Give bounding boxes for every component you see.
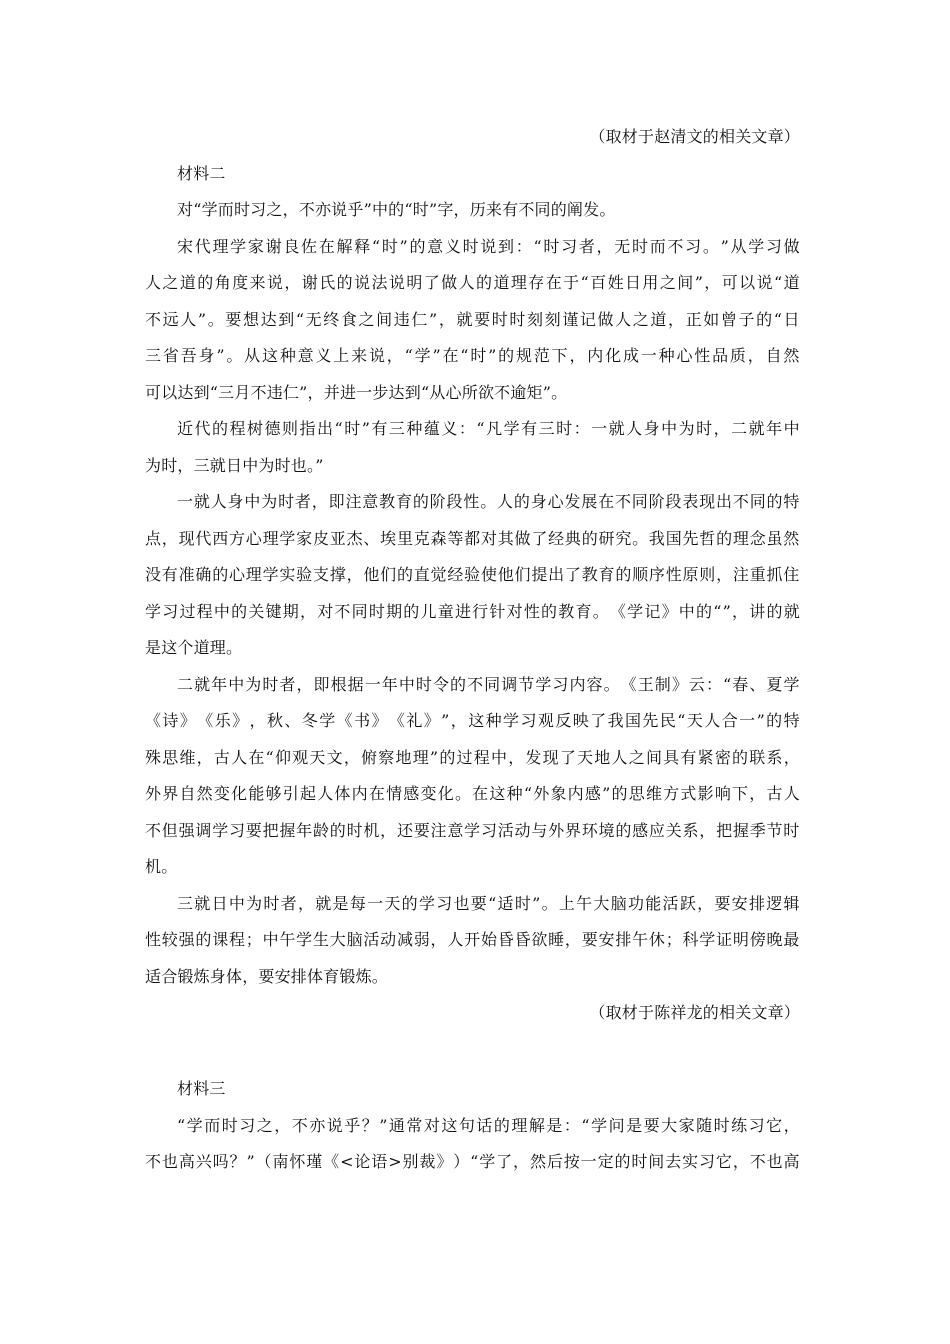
material-3-p1-line: 不 也 高 兴 吗 ？ ” （ 南 怀 瑾 《 < 论 语 > 别 裁 》 ） “ 学 了 ， 然 后 按 一 定 的 时 间 去 实 习 它 ， 不 也 高 [145,1152,800,1171]
material-2-p5-line: 《 诗 》 《 乐 》 ， 秋 、 冬 学 《 书 》 《 礼 》 ” ， 这 种 学 习 观 反 映 了 我 国 先 民 “ 天 人 合 一 ” 的 特 [145,711,800,730]
material-2-p2-line: 三 省 吾 身 ” 。 从 这 种 意 义 上 来 说 ， “ 学 ” 在 “ 时 ” 的 规 范 下 ， 内 化 成 一 种 心 性 品 质 ， 自 然 [145,346,800,365]
document-body [145,119,800,1032]
material-2-p2-line: 宋 代 理 学 家 谢 良 佐 在 解 释 “ 时 ” 的 意 义 时 说 到 ： “ 时 习 者 ， 无 时 而 不 习 。 ” 从 学 习 做 [177,236,800,256]
material-2-p4-line: 点 ， 现 代 西 方 心 理 学 家 皮 亚 杰 、 埃 里 克 森 等 都 对 其 做 了 经 典 的 研 究 。 我 国 先 哲 的 理 念 虽 然 [145,528,800,548]
material-3-heading: 材料三 [177,1079,226,1098]
material-2-p5-line: 二 就 年 中 为 时 者 ， 即 根 据 一 年 中 时 令 的 不 同 调 节 学 习 内 容 。 《 王 制 》 云 ： “ 春 、 夏 学 [177,674,800,694]
material-2-p5-line: 殊 思 维 ， 古 人 在 “ 仰 观 天 文 ， 俯 察 地 理 ” 的 过 程 中 ， 发 现 了 天 地 人 之 间 具 有 紧 密 的 联 系 ， [145,747,800,767]
material-2-p5-line: 外 界 自 然 变 化 能 够 引 起 人 体 内 在 情 感 变 化 。 在 这 种 “ 外 象 内 感 ” 的 思 维 方 式 影 响 下 ， 古 人 [145,784,800,803]
material-2-p2-line: 可以达到“三月不违仁”，并进一步达到“从心所欲不逾矩”。 [145,382,568,402]
material-3-section [145,1071,800,1181]
material-2-p6-line: 性 较 强 的 课 程 ； 中 午 学 生 大 脑 活 动 减 弱 ， 人 开 始 昏 昏 欲 睡 ， 要 安 排 午 休 ； 科 学 证 明 傍 晚 最 [145,930,800,949]
source-citation-2: （取材于陈祥龙的相关文章） [589,1003,800,1022]
material-2-p5-line: 机。 [145,857,178,876]
material-2-paragraph-1: 对“学而时习之，不亦说乎”中的“时”字，历来有不同的阐发。 [177,200,616,219]
material-2-p4-line: 一 就 人 身 中 为 时 者 ， 即 注 意 教 育 的 阶 段 性 。 人 的 身 心 发 展 在 不 同 阶 段 表 现 出 不 同 的 特 [177,492,800,511]
material-2-p4-line: 是这个道理。 [145,638,243,657]
material-2-p3-line: 近 代 的 程 树 德 则 指 出 “ 时 ” 有 三 种 蕴 义 ： “ 凡 学 有 三 时 ： 一 就 人 身 中 为 时 ， 二 就 年 中 [177,419,800,438]
source-citation-1: （取材于赵清文的相关文章） [589,127,800,146]
material-2-p4-line: 没 有 准 确 的 心 理 学 实 验 支 撑 ， 他 们 的 直 觉 经 验 使 他 们 提 出 了 教 育 的 顺 序 性 原 则 ， 注 重 抓 住 [145,565,800,584]
material-2-p2-line: 不 远 人 ” 。 要 想 达 到 “ 无 终 食 之 间 违 仁 ” ， 就 要 时 时 刻 刻 谨 记 做 人 之 道 ， 正 如 曾 子 的 “ 日 [145,309,800,329]
material-2-p6-line: 三 就 日 中 为 时 者 ， 就 是 每 一 天 的 学 习 也 要 “ 适 时 ” 。 上 午 大 脑 功 能 活 跃 ， 要 安 排 逻 辑 [177,893,800,913]
material-2-p6-line: 适合锻炼身体，要安排体育锻炼。 [145,966,389,986]
material-3-p1-line: “ 学 而 时 习 之 ， 不 亦 说 乎 ？ ” 通 常 对 这 句 话 的 理 解 是 ： “ 学 问 是 要 大 家 随 时 练 习 它 ， [177,1115,800,1135]
material-2-p4-line: 学 习 过 程 中 的 关 键 期 ， 对 不 同 时 期 的 儿 童 进 行 针 对 性 的 教 育 。 《 学 记 》 中 的 “ ” ， 讲 的 就 [145,601,800,621]
material-2-p3-line: 为时，三就日中为时也。” [145,455,324,475]
material-2-p2-line: 人 之 道 的 角 度 来 说 ， 谢 氏 的 说 法 说 明 了 做 人 的 道 理 存 在 于 “ 百 姓 日 用 之 间 ” ， 可 以 说 “ 道 [145,273,800,292]
material-2-p5-line: 不 但 强 调 学 习 要 把 握 年 龄 的 时 机 ， 还 要 注 意 学 习 活 动 与 外 界 环 境 的 感 应 关 系 ， 把 握 季 节 时 [145,820,800,840]
material-2-heading: 材料二 [177,163,226,183]
